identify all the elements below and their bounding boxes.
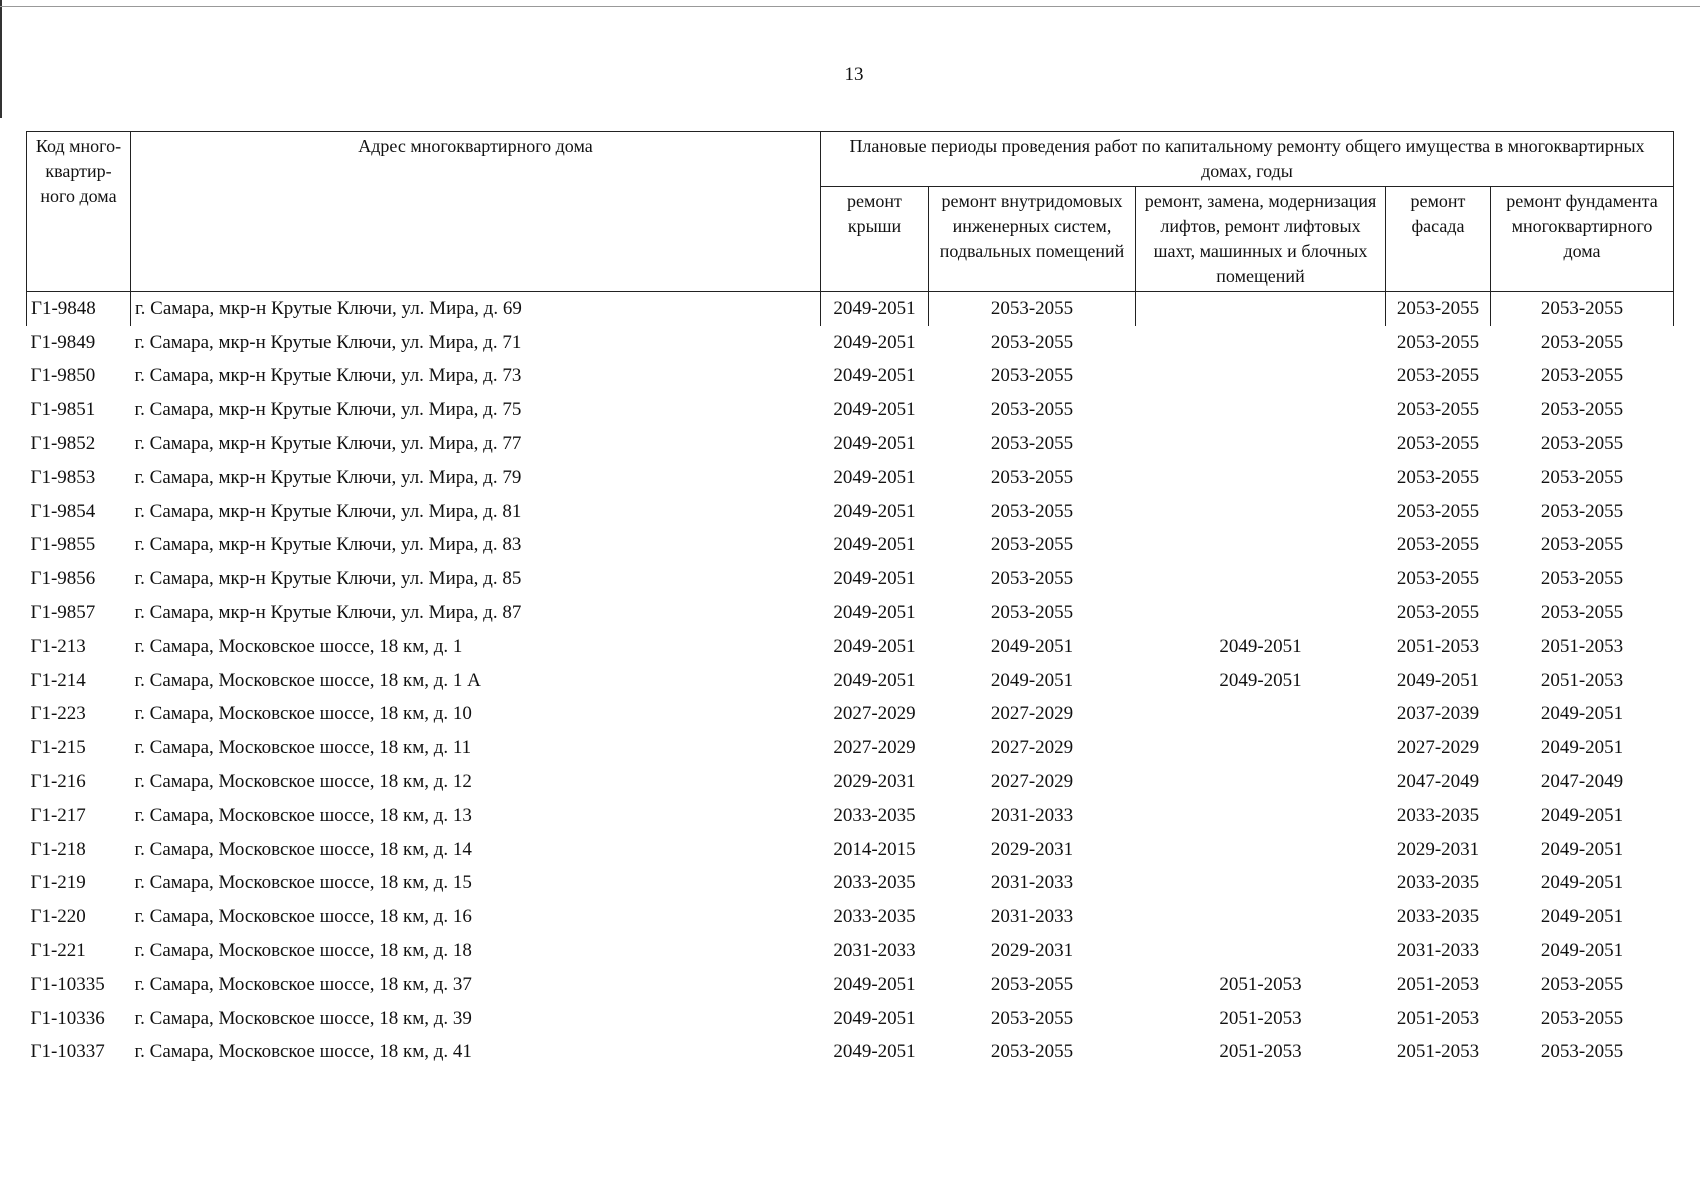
cell-roof: 2029-2031 — [833, 771, 916, 793]
cell-foundation: 2053-2055 — [1540, 433, 1624, 455]
header-address: Адрес многоквартирного дома — [131, 132, 821, 292]
cell-address: г. Самара, Московское шоссе, 18 км, д. 41 — [134, 1041, 472, 1063]
cell-address: г. Самара, мкр-н Крутые Ключи, ул. Мира, д. 73 — [134, 365, 522, 387]
table-row — [27, 934, 1674, 968]
cell-address: г. Самара, Московское шоссе, 18 км, д. 14 — [134, 838, 472, 860]
cell-foundation: 2053-2055 — [1540, 1041, 1624, 1063]
table-row — [27, 1036, 1674, 1070]
cell-roof: 2049-2051 — [833, 1007, 916, 1029]
cell-lifts — [1136, 731, 1386, 765]
cell-lifts — [1136, 393, 1386, 427]
cell-code: Г1-10337 — [30, 1041, 105, 1063]
cell-foundation: 2049-2051 — [1540, 703, 1624, 725]
cell-lifts — [1136, 427, 1386, 461]
cell-address: г. Самара, мкр-н Крутые Ключи, ул. Мира, д. 69 — [131, 292, 821, 326]
cell-address: г. Самара, мкр-н Крутые Ключи, ул. Мира, д. 75 — [134, 399, 522, 421]
cell-roof: 2049-2051 — [833, 973, 916, 995]
cell-code: Г1-9849 — [30, 331, 96, 353]
cell-roof: 2049-2051 — [833, 568, 916, 590]
cell-engineering: 2053-2055 — [990, 973, 1074, 995]
cell-lifts — [1136, 360, 1386, 394]
cell-facade: 2053-2055 — [1396, 399, 1480, 421]
header-foundation: ремонт фундамента многоквартирного дома — [1491, 187, 1674, 292]
cell-code: Г1-217 — [30, 804, 86, 826]
cell-address: г. Самара, мкр-н Крутые Ключи, ул. Мира, д. 83 — [134, 534, 522, 556]
cell-engineering: 2053-2055 — [990, 534, 1074, 556]
cell-lifts — [1136, 292, 1386, 326]
header-periods: Плановые периоды проведения работ по капитальному ремонту общего имущества в многоквартирных домах, годы — [821, 132, 1674, 187]
cell-address: г. Самара, мкр-н Крутые Ключи, ул. Мира, д. 77 — [134, 433, 522, 455]
cell-facade: 2033-2035 — [1396, 872, 1480, 894]
table-row — [27, 461, 1674, 495]
cell-code: Г1-9857 — [30, 602, 96, 624]
cell-address: г. Самара, Московское шоссе, 18 км, д. 13 — [134, 804, 472, 826]
cell-foundation: 2053-2055 — [1540, 500, 1624, 522]
table-row — [27, 968, 1674, 1002]
cell-roof: 2049-2051 — [833, 433, 916, 455]
cell-engineering: 2053-2055 — [990, 399, 1074, 421]
cell-engineering: 2053-2055 — [990, 602, 1074, 624]
cell-address: г. Самара, Московское шоссе, 18 км, д. 37 — [134, 973, 472, 995]
table-row — [27, 596, 1674, 630]
cell-address: г. Самара, Московское шоссе, 18 км, д. 15 — [134, 872, 472, 894]
cell-code: Г1-9848 — [27, 292, 131, 326]
cell-facade: 2053-2055 — [1396, 602, 1480, 624]
cell-engineering: 2027-2029 — [990, 771, 1074, 793]
cell-facade: 2033-2035 — [1396, 906, 1480, 928]
cell-facade: 2053-2055 — [1386, 292, 1491, 326]
page-border-top — [0, 6, 1700, 7]
cell-code: Г1-221 — [30, 940, 86, 962]
cell-foundation: 2051-2053 — [1540, 669, 1624, 691]
cell-address: г. Самара, Московское шоссе, 18 км, д. 10 — [134, 703, 472, 725]
cell-lifts: 2049-2051 — [1219, 669, 1302, 691]
cell-engineering: 2029-2031 — [990, 838, 1074, 860]
cell-lifts — [1136, 698, 1386, 732]
cell-code: Г1-218 — [30, 838, 86, 860]
table-row — [27, 833, 1674, 867]
cell-lifts — [1136, 529, 1386, 563]
cell-engineering: 2049-2051 — [990, 669, 1074, 691]
cell-facade: 2053-2055 — [1396, 331, 1480, 353]
cell-facade: 2051-2053 — [1396, 1007, 1480, 1029]
cell-roof: 2049-2051 — [833, 331, 916, 353]
cell-code: Г1-10335 — [30, 973, 105, 995]
cell-facade: 2047-2049 — [1396, 771, 1480, 793]
cell-lifts — [1136, 461, 1386, 495]
table-row — [27, 765, 1674, 799]
cell-code: Г1-9851 — [30, 399, 96, 421]
cell-address: г. Самара, Московское шоссе, 18 км, д. 12 — [134, 771, 472, 793]
cell-foundation: 2051-2053 — [1540, 635, 1624, 657]
cell-roof: 2049-2051 — [833, 500, 916, 522]
table-row — [27, 799, 1674, 833]
cell-roof: 2049-2051 — [821, 292, 929, 326]
cell-facade: 2053-2055 — [1396, 466, 1480, 488]
cell-engineering: 2053-2055 — [990, 1041, 1074, 1063]
cell-lifts: 2051-2053 — [1219, 1041, 1302, 1063]
cell-lifts: 2051-2053 — [1219, 1007, 1302, 1029]
cell-roof: 2033-2035 — [833, 804, 916, 826]
cell-engineering: 2031-2033 — [990, 804, 1074, 826]
header-code: Код много-квартир-ного дома — [27, 132, 131, 292]
header-facade: ремонт фасада — [1386, 187, 1491, 292]
cell-engineering: 2053-2055 — [990, 500, 1074, 522]
cell-facade: 2051-2053 — [1396, 635, 1480, 657]
cell-foundation: 2049-2051 — [1540, 838, 1624, 860]
table-row — [27, 900, 1674, 934]
cell-engineering: 2031-2033 — [990, 872, 1074, 894]
cell-code: Г1-214 — [30, 669, 86, 691]
table-body — [27, 292, 1674, 1070]
cell-address: г. Самара, Московское шоссе, 18 км, д. 18 — [134, 940, 472, 962]
page-number: 13 — [844, 64, 864, 85]
cell-code: Г1-9850 — [30, 365, 96, 387]
cell-engineering: 2049-2051 — [990, 635, 1074, 657]
cell-code: Г1-9853 — [30, 466, 96, 488]
cell-lifts — [1136, 833, 1386, 867]
cell-engineering: 2053-2055 — [990, 466, 1074, 488]
cell-foundation: 2053-2055 — [1540, 365, 1624, 387]
cell-lifts — [1136, 596, 1386, 630]
cell-engineering: 2053-2055 — [929, 292, 1136, 326]
cell-address: г. Самара, Московское шоссе, 18 км, д. 39 — [134, 1007, 472, 1029]
cell-lifts — [1136, 562, 1386, 596]
cell-roof: 2049-2051 — [833, 466, 916, 488]
cell-engineering: 2031-2033 — [990, 906, 1074, 928]
cell-foundation: 2049-2051 — [1540, 940, 1624, 962]
cell-engineering: 2027-2029 — [990, 737, 1074, 759]
cell-facade: 2051-2053 — [1396, 973, 1480, 995]
cell-engineering: 2053-2055 — [990, 365, 1074, 387]
cell-foundation: 2053-2055 — [1540, 466, 1624, 488]
cell-lifts: 2049-2051 — [1219, 635, 1302, 657]
page-border-left — [0, 0, 2, 118]
cell-engineering: 2027-2029 — [990, 703, 1074, 725]
cell-address: г. Самара, Московское шоссе, 18 км, д. 1 А — [134, 669, 481, 691]
cell-roof: 2049-2051 — [833, 669, 916, 691]
cell-address: г. Самара, мкр-н Крутые Ключи, ул. Мира, д. 81 — [134, 500, 522, 522]
table-row — [27, 529, 1674, 563]
repair-schedule-table — [26, 131, 1674, 1069]
cell-facade: 2033-2035 — [1396, 804, 1480, 826]
cell-lifts — [1136, 326, 1386, 360]
cell-engineering: 2029-2031 — [990, 940, 1074, 962]
cell-facade: 2049-2051 — [1396, 669, 1480, 691]
table-row — [27, 731, 1674, 765]
cell-roof: 2049-2051 — [833, 1041, 916, 1063]
cell-code: Г1-219 — [30, 872, 86, 894]
table-row — [27, 292, 1674, 326]
cell-engineering: 2053-2055 — [990, 433, 1074, 455]
table-row — [27, 360, 1674, 394]
cell-roof: 2031-2033 — [833, 940, 916, 962]
cell-lifts — [1136, 934, 1386, 968]
cell-foundation: 2053-2055 — [1540, 399, 1624, 421]
table-row — [27, 867, 1674, 901]
cell-facade: 2051-2053 — [1396, 1041, 1480, 1063]
cell-code: Г1-215 — [30, 737, 86, 759]
cell-engineering: 2053-2055 — [990, 1007, 1074, 1029]
cell-address: г. Самара, Московское шоссе, 18 км, д. 1 — [134, 635, 463, 657]
cell-roof: 2033-2035 — [833, 872, 916, 894]
cell-roof: 2014-2015 — [833, 838, 916, 860]
header-lifts: ремонт, замена, модернизация лифтов, ремонт лифтовых шахт, машинных и блочных помещений — [1136, 187, 1386, 292]
cell-foundation: 2049-2051 — [1540, 872, 1624, 894]
cell-address: г. Самара, мкр-н Крутые Ключи, ул. Мира, д. 71 — [134, 331, 522, 353]
table-row — [27, 393, 1674, 427]
cell-facade: 2031-2033 — [1396, 940, 1480, 962]
cell-facade: 2029-2031 — [1396, 838, 1480, 860]
cell-lifts — [1136, 799, 1386, 833]
cell-address: г. Самара, Московское шоссе, 18 км, д. 11 — [134, 737, 472, 759]
cell-lifts: 2051-2053 — [1219, 973, 1302, 995]
cell-foundation: 2053-2055 — [1540, 568, 1624, 590]
cell-roof: 2027-2029 — [833, 703, 916, 725]
cell-roof: 2049-2051 — [833, 635, 916, 657]
cell-code: Г1-9854 — [30, 500, 96, 522]
cell-roof: 2049-2051 — [833, 399, 916, 421]
cell-code: Г1-10336 — [30, 1007, 105, 1029]
table-row — [27, 427, 1674, 461]
table-row — [27, 630, 1674, 664]
cell-engineering: 2053-2055 — [990, 331, 1074, 353]
table-row — [27, 1002, 1674, 1036]
cell-roof: 2049-2051 — [833, 365, 916, 387]
cell-foundation: 2053-2055 — [1540, 331, 1624, 353]
cell-code: Г1-223 — [30, 703, 86, 725]
table-row — [27, 495, 1674, 529]
table-row — [27, 326, 1674, 360]
cell-roof: 2033-2035 — [833, 906, 916, 928]
cell-foundation: 2053-2055 — [1540, 1007, 1624, 1029]
cell-code: Г1-9855 — [30, 534, 96, 556]
cell-foundation: 2049-2051 — [1540, 906, 1624, 928]
cell-facade: 2053-2055 — [1396, 365, 1480, 387]
cell-facade: 2037-2039 — [1396, 703, 1480, 725]
cell-foundation: 2053-2055 — [1540, 602, 1624, 624]
cell-facade: 2053-2055 — [1396, 433, 1480, 455]
cell-roof: 2027-2029 — [833, 737, 916, 759]
cell-facade: 2053-2055 — [1396, 568, 1480, 590]
cell-foundation: 2049-2051 — [1540, 737, 1624, 759]
cell-engineering: 2053-2055 — [990, 568, 1074, 590]
cell-foundation: 2047-2049 — [1540, 771, 1624, 793]
cell-lifts — [1136, 765, 1386, 799]
header-roof: ремонт крыши — [821, 187, 929, 292]
table-row — [27, 698, 1674, 732]
cell-roof: 2049-2051 — [833, 534, 916, 556]
cell-foundation: 2049-2051 — [1540, 804, 1624, 826]
cell-facade: 2053-2055 — [1396, 534, 1480, 556]
table-row — [27, 664, 1674, 698]
cell-facade: 2027-2029 — [1396, 737, 1480, 759]
cell-lifts — [1136, 495, 1386, 529]
cell-foundation: 2053-2055 — [1540, 534, 1624, 556]
table-row — [27, 562, 1674, 596]
cell-address: г. Самара, мкр-н Крутые Ключи, ул. Мира, д. 79 — [134, 466, 522, 488]
cell-roof: 2049-2051 — [833, 602, 916, 624]
cell-foundation: 2053-2055 — [1491, 292, 1674, 326]
cell-code: Г1-9852 — [30, 433, 96, 455]
cell-code: Г1-220 — [30, 906, 86, 928]
cell-code: Г1-216 — [30, 771, 86, 793]
header-engineering: ремонт внутридомовых инженерных систем, подвальных помещений — [929, 187, 1136, 292]
cell-address: г. Самара, Московское шоссе, 18 км, д. 16 — [134, 906, 472, 928]
cell-address: г. Самара, мкр-н Крутые Ключи, ул. Мира, д. 85 — [134, 568, 522, 590]
cell-address: г. Самара, мкр-н Крутые Ключи, ул. Мира, д. 87 — [134, 602, 522, 624]
cell-code: Г1-213 — [30, 635, 86, 657]
cell-code: Г1-9856 — [30, 568, 96, 590]
cell-lifts — [1136, 867, 1386, 901]
cell-facade: 2053-2055 — [1396, 500, 1480, 522]
cell-lifts — [1136, 900, 1386, 934]
cell-foundation: 2053-2055 — [1540, 973, 1624, 995]
